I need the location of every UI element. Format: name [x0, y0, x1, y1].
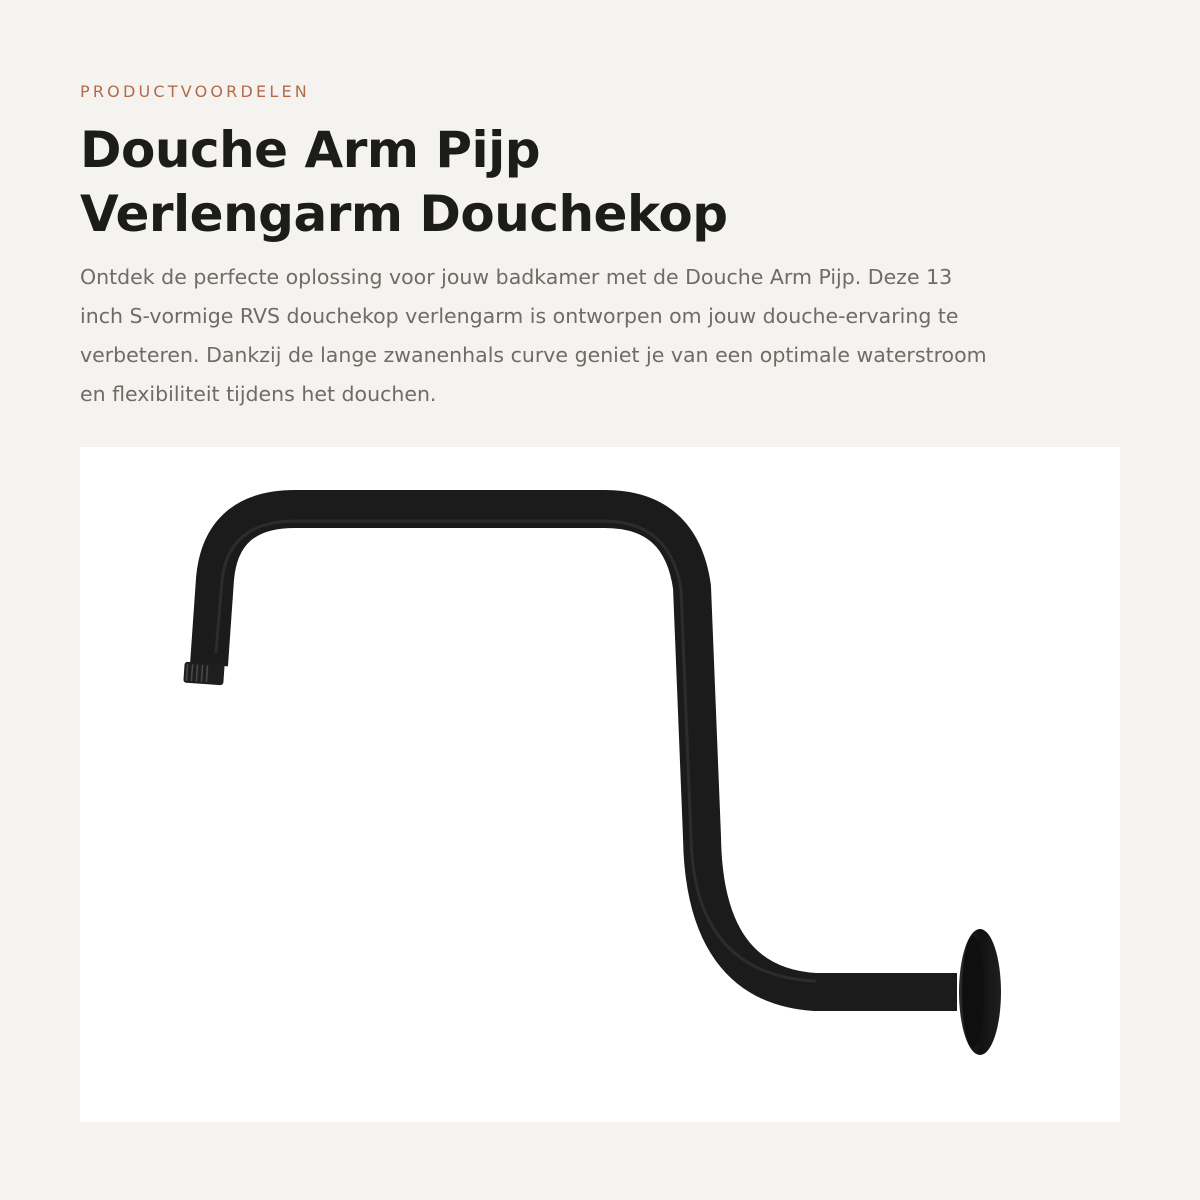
shower-arm-pipe: [209, 509, 957, 992]
product-description: [80, 258, 1090, 414]
product-title: [80, 118, 728, 246]
product-image-panel: [80, 447, 1120, 1122]
threaded-end: [183, 662, 224, 686]
wall-flange: [959, 929, 1001, 1055]
description-line-3: verbeteren. Dankzij de lange zwanenhals curve geniet je van een optimale waterstroom: [80, 343, 987, 367]
description-line-4: en flexibiliteit tijdens het douchen.: [80, 382, 437, 406]
product-benefits-section: [80, 0, 1120, 1200]
description-line-2: inch S-vormige RVS douchekop verlengarm is ontworpen om jouw douche-ervaring te: [80, 304, 959, 328]
shower-arm-image: [80, 447, 1120, 1122]
description-line-1: Ontdek de perfecte oplossing voor jouw badkamer met de Douche Arm Pijp. Deze 13: [80, 265, 953, 289]
product-title-line-2: Verlengarm Douchekop: [80, 185, 728, 243]
section-eyebrow: PRODUCTVOORDELEN: [80, 82, 310, 101]
product-title-line-1: Douche Arm Pijp: [80, 121, 541, 179]
